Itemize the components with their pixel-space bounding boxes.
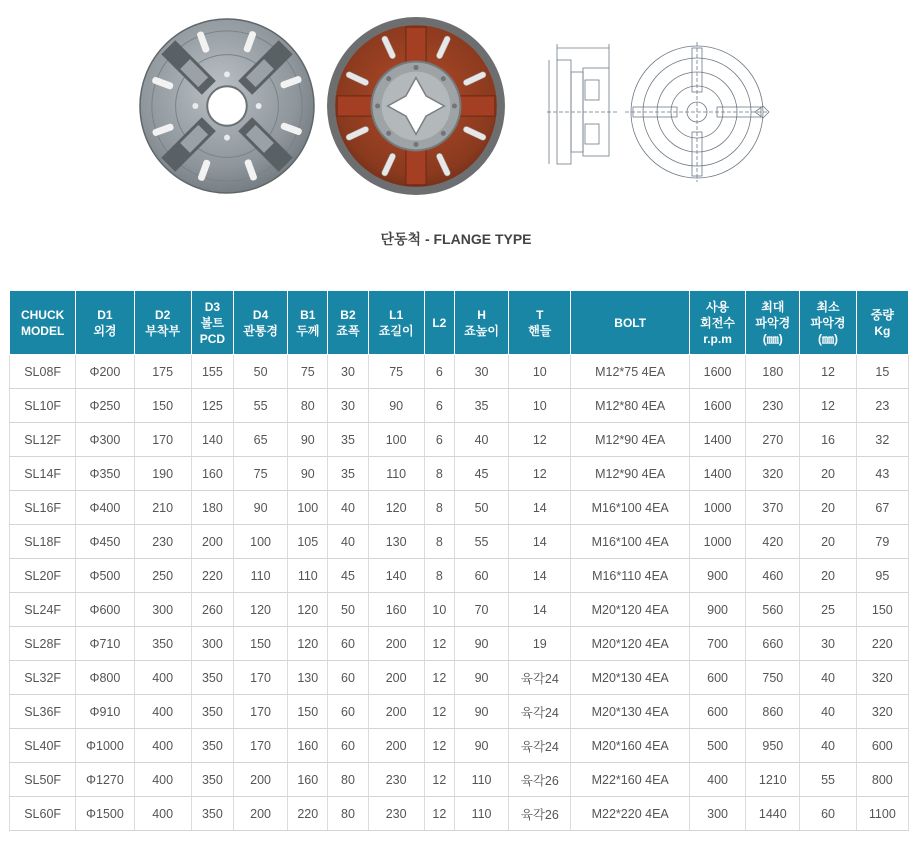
table-cell: 350 bbox=[191, 763, 233, 797]
chuck-front-photo bbox=[138, 17, 316, 195]
column-header-line: 외경 bbox=[93, 323, 117, 338]
chuck-back-photo bbox=[325, 15, 507, 197]
table-cell: 400 bbox=[134, 797, 191, 831]
table-cell: 750 bbox=[746, 661, 800, 695]
column-header bbox=[233, 291, 287, 355]
table-cell: 100 bbox=[288, 491, 328, 525]
table-cell: 170 bbox=[233, 729, 287, 763]
table-cell: 90 bbox=[288, 423, 328, 457]
table-cell: 60 bbox=[328, 729, 368, 763]
column-header-line: 최대 bbox=[761, 299, 785, 314]
table-cell: 350 bbox=[191, 695, 233, 729]
table-cell: 120 bbox=[368, 491, 424, 525]
table-cell: 600 bbox=[856, 729, 908, 763]
table-cell: 1440 bbox=[746, 797, 800, 831]
table-cell: 75 bbox=[233, 457, 287, 491]
table-cell: 660 bbox=[746, 627, 800, 661]
table-cell: 105 bbox=[288, 525, 328, 559]
table-cell: 12 bbox=[424, 695, 454, 729]
table-cell: 20 bbox=[800, 559, 856, 593]
table-cell: 6 bbox=[424, 389, 454, 423]
table-cell: 55 bbox=[233, 389, 287, 423]
table-cell: 35 bbox=[454, 389, 508, 423]
table-cell: 육각26 bbox=[509, 797, 571, 831]
model-cell: SL12F bbox=[10, 423, 76, 457]
table-row bbox=[10, 593, 909, 627]
table-cell: 12 bbox=[800, 355, 856, 389]
column-header-line: B1 bbox=[300, 307, 316, 322]
model-cell: SL14F bbox=[10, 457, 76, 491]
column-header bbox=[288, 291, 328, 355]
column-header bbox=[191, 291, 233, 355]
table-cell: 120 bbox=[288, 627, 328, 661]
column-header-line: 죠높이 bbox=[464, 323, 499, 338]
chuck-spec-table bbox=[9, 290, 909, 831]
table-cell: M20*120 4EA bbox=[571, 627, 690, 661]
table-cell: 150 bbox=[134, 389, 191, 423]
table-cell: Φ1000 bbox=[76, 729, 134, 763]
table-cell: 8 bbox=[424, 491, 454, 525]
chuck-technical-drawing bbox=[545, 38, 775, 183]
table-cell: 125 bbox=[191, 389, 233, 423]
table-cell: 100 bbox=[233, 525, 287, 559]
table-row bbox=[10, 389, 909, 423]
table-cell: 10 bbox=[509, 355, 571, 389]
table-cell: 95 bbox=[856, 559, 908, 593]
table-cell: 560 bbox=[746, 593, 800, 627]
table-cell: 860 bbox=[746, 695, 800, 729]
model-cell: SL40F bbox=[10, 729, 76, 763]
table-cell: Φ350 bbox=[76, 457, 134, 491]
column-header-line: MODEL bbox=[20, 323, 65, 338]
table-cell: 400 bbox=[134, 695, 191, 729]
model-cell: SL28F bbox=[10, 627, 76, 661]
table-cell: 220 bbox=[191, 559, 233, 593]
column-header bbox=[689, 291, 745, 355]
table-cell: 20 bbox=[800, 457, 856, 491]
table-cell: 200 bbox=[368, 695, 424, 729]
table-cell: M22*160 4EA bbox=[571, 763, 690, 797]
table-cell: 45 bbox=[328, 559, 368, 593]
table-cell: 200 bbox=[233, 797, 287, 831]
column-header bbox=[424, 291, 454, 355]
column-header-line: D3 bbox=[204, 299, 221, 314]
table-cell: 12 bbox=[509, 457, 571, 491]
table-row bbox=[10, 695, 909, 729]
table-cell: 230 bbox=[368, 797, 424, 831]
table-row bbox=[10, 559, 909, 593]
table-cell: 200 bbox=[368, 627, 424, 661]
table-cell: 600 bbox=[689, 661, 745, 695]
table-cell: 40 bbox=[328, 525, 368, 559]
column-header bbox=[454, 291, 508, 355]
table-cell: 14 bbox=[509, 593, 571, 627]
column-header bbox=[571, 291, 690, 355]
table-cell: 65 bbox=[233, 423, 287, 457]
column-header-line: T bbox=[536, 307, 544, 322]
model-cell: SL20F bbox=[10, 559, 76, 593]
model-cell: SL60F bbox=[10, 797, 76, 831]
table-cell: Φ200 bbox=[76, 355, 134, 389]
table-cell: M20*160 4EA bbox=[571, 729, 690, 763]
table-row bbox=[10, 423, 909, 457]
table-cell: 60 bbox=[328, 627, 368, 661]
table-cell: 75 bbox=[288, 355, 328, 389]
table-cell: 12 bbox=[424, 627, 454, 661]
table-cell: 40 bbox=[800, 661, 856, 695]
column-header-line: H bbox=[477, 307, 486, 322]
column-header-line: 죠길이 bbox=[378, 323, 414, 338]
table-cell: 90 bbox=[368, 389, 424, 423]
table-cell: 270 bbox=[746, 423, 800, 457]
table-cell: 150 bbox=[233, 627, 287, 661]
table-cell: 40 bbox=[328, 491, 368, 525]
table-cell: 19 bbox=[509, 627, 571, 661]
table-cell: 190 bbox=[134, 457, 191, 491]
table-cell: 120 bbox=[233, 593, 287, 627]
table-cell: 15 bbox=[856, 355, 908, 389]
model-cell: SL18F bbox=[10, 525, 76, 559]
table-cell: 230 bbox=[134, 525, 191, 559]
product-images bbox=[0, 0, 912, 215]
table-cell: 50 bbox=[233, 355, 287, 389]
table-cell: 100 bbox=[368, 423, 424, 457]
table-cell: 35 bbox=[328, 423, 368, 457]
table-cell: 900 bbox=[689, 593, 745, 627]
table-cell: 육각24 bbox=[509, 661, 571, 695]
model-cell: SL24F bbox=[10, 593, 76, 627]
column-header-line: D1 bbox=[97, 307, 113, 322]
table-cell: 180 bbox=[746, 355, 800, 389]
column-header bbox=[509, 291, 571, 355]
model-cell: SL10F bbox=[10, 389, 76, 423]
column-header bbox=[76, 291, 134, 355]
column-header bbox=[746, 291, 800, 355]
table-cell: 1400 bbox=[689, 423, 745, 457]
column-header-line: CHUCK bbox=[20, 307, 65, 322]
table-cell: M20*120 4EA bbox=[571, 593, 690, 627]
table-cell: 200 bbox=[191, 525, 233, 559]
table-cell: 800 bbox=[856, 763, 908, 797]
column-header-line: (㎜) bbox=[762, 331, 783, 346]
table-cell: 230 bbox=[746, 389, 800, 423]
table-cell: 110 bbox=[233, 559, 287, 593]
table-cell: 155 bbox=[191, 355, 233, 389]
table-cell: 140 bbox=[191, 423, 233, 457]
table-cell: 900 bbox=[689, 559, 745, 593]
table-cell: 170 bbox=[233, 695, 287, 729]
table-cell: 130 bbox=[288, 661, 328, 695]
table-row bbox=[10, 355, 909, 389]
table-cell: 90 bbox=[454, 695, 508, 729]
table-cell: 60 bbox=[454, 559, 508, 593]
table-cell: 32 bbox=[856, 423, 908, 457]
table-cell: 200 bbox=[368, 729, 424, 763]
table-cell: 50 bbox=[454, 491, 508, 525]
table-cell: 320 bbox=[856, 661, 908, 695]
table-cell: 350 bbox=[191, 729, 233, 763]
table-cell: 370 bbox=[746, 491, 800, 525]
table-cell: 90 bbox=[454, 661, 508, 695]
model-cell: SL32F bbox=[10, 661, 76, 695]
table-cell: 23 bbox=[856, 389, 908, 423]
table-cell: 160 bbox=[288, 763, 328, 797]
table-cell: 160 bbox=[191, 457, 233, 491]
table-cell: 30 bbox=[454, 355, 508, 389]
table-cell: 20 bbox=[800, 491, 856, 525]
table-cell: 14 bbox=[509, 559, 571, 593]
table-row bbox=[10, 491, 909, 525]
table-cell: M20*130 4EA bbox=[571, 695, 690, 729]
table-cell: M12*75 4EA bbox=[571, 355, 690, 389]
table-cell: 30 bbox=[328, 355, 368, 389]
table-cell: 55 bbox=[454, 525, 508, 559]
column-header-line: L1 bbox=[389, 307, 404, 322]
table-cell: 220 bbox=[288, 797, 328, 831]
table-cell: 60 bbox=[800, 797, 856, 831]
table-cell: 12 bbox=[800, 389, 856, 423]
table-cell: 40 bbox=[800, 695, 856, 729]
table-cell: 80 bbox=[288, 389, 328, 423]
table-cell: 350 bbox=[191, 797, 233, 831]
column-header-line: 중량 bbox=[870, 307, 894, 322]
column-header-line: r.p.m bbox=[703, 331, 732, 346]
column-header-line: L2 bbox=[432, 315, 447, 330]
table-cell: 75 bbox=[368, 355, 424, 389]
table-cell: 1400 bbox=[689, 457, 745, 491]
header-row bbox=[10, 291, 909, 355]
table-cell: Φ1270 bbox=[76, 763, 134, 797]
table-row bbox=[10, 627, 909, 661]
table-cell: 80 bbox=[328, 797, 368, 831]
table-row bbox=[10, 763, 909, 797]
table-cell: 260 bbox=[191, 593, 233, 627]
table-cell: M20*130 4EA bbox=[571, 661, 690, 695]
table-cell: 12 bbox=[424, 797, 454, 831]
table-cell: Φ400 bbox=[76, 491, 134, 525]
table-cell: 700 bbox=[689, 627, 745, 661]
column-header-line: 최소 bbox=[816, 299, 840, 314]
column-header bbox=[10, 291, 76, 355]
table-cell: Φ250 bbox=[76, 389, 134, 423]
table-row bbox=[10, 457, 909, 491]
table-cell: 110 bbox=[368, 457, 424, 491]
table-cell: 300 bbox=[134, 593, 191, 627]
table-cell: 30 bbox=[328, 389, 368, 423]
table-cell: Φ450 bbox=[76, 525, 134, 559]
table-cell: M16*110 4EA bbox=[571, 559, 690, 593]
table-row bbox=[10, 729, 909, 763]
table-cell: 140 bbox=[368, 559, 424, 593]
column-header-line: 죠폭 bbox=[336, 323, 360, 338]
table-cell: 12 bbox=[424, 661, 454, 695]
table-cell: M12*90 4EA bbox=[571, 457, 690, 491]
column-header bbox=[800, 291, 856, 355]
table-cell: 600 bbox=[689, 695, 745, 729]
column-header-line: 회전수 bbox=[700, 315, 735, 330]
table-row bbox=[10, 525, 909, 559]
table-cell: 25 bbox=[800, 593, 856, 627]
table-cell: 210 bbox=[134, 491, 191, 525]
table-cell: 160 bbox=[288, 729, 328, 763]
column-header-line: 관통경 bbox=[243, 323, 278, 338]
table-cell: Φ910 bbox=[76, 695, 134, 729]
table-cell: 90 bbox=[233, 491, 287, 525]
column-header bbox=[368, 291, 424, 355]
table-cell: 950 bbox=[746, 729, 800, 763]
table-cell: 45 bbox=[454, 457, 508, 491]
table-cell: 350 bbox=[134, 627, 191, 661]
column-header-line: PCD bbox=[199, 331, 226, 346]
table-cell: M16*100 4EA bbox=[571, 491, 690, 525]
table-cell: 10 bbox=[424, 593, 454, 627]
model-cell: SL16F bbox=[10, 491, 76, 525]
table-cell: 8 bbox=[424, 525, 454, 559]
table-cell: 320 bbox=[746, 457, 800, 491]
column-header-line: D2 bbox=[154, 307, 171, 322]
table-cell: Φ500 bbox=[76, 559, 134, 593]
column-header-line: 파악경 bbox=[755, 315, 791, 330]
column-header bbox=[856, 291, 908, 355]
column-header-line: 볼트 bbox=[200, 315, 224, 330]
table-cell: 1600 bbox=[689, 389, 745, 423]
table-cell: 150 bbox=[288, 695, 328, 729]
table-cell: 400 bbox=[134, 661, 191, 695]
table-cell: 육각24 bbox=[509, 729, 571, 763]
table-cell: 50 bbox=[328, 593, 368, 627]
table-cell: 350 bbox=[191, 661, 233, 695]
table-cell: 16 bbox=[800, 423, 856, 457]
table-cell: M22*220 4EA bbox=[571, 797, 690, 831]
table-cell: M12*80 4EA bbox=[571, 389, 690, 423]
table-cell: 175 bbox=[134, 355, 191, 389]
column-header-line: Kg bbox=[874, 323, 891, 338]
table-cell: 110 bbox=[454, 763, 508, 797]
table-cell: 20 bbox=[800, 525, 856, 559]
table-cell: 1210 bbox=[746, 763, 800, 797]
table-cell: 300 bbox=[191, 627, 233, 661]
table-cell: 6 bbox=[424, 423, 454, 457]
table-cell: 250 bbox=[134, 559, 191, 593]
table-row bbox=[10, 797, 909, 831]
table-cell: 1000 bbox=[689, 525, 745, 559]
table-cell: 80 bbox=[328, 763, 368, 797]
table-cell: 160 bbox=[368, 593, 424, 627]
table-cell: 400 bbox=[134, 729, 191, 763]
table-cell: 14 bbox=[509, 525, 571, 559]
table-cell: 60 bbox=[328, 695, 368, 729]
table-cell: 120 bbox=[288, 593, 328, 627]
table-cell: 460 bbox=[746, 559, 800, 593]
table-body bbox=[10, 355, 909, 831]
table-cell: 200 bbox=[368, 661, 424, 695]
column-header-line: B2 bbox=[340, 307, 356, 322]
table-cell: 200 bbox=[233, 763, 287, 797]
column-header bbox=[134, 291, 191, 355]
table-cell: 400 bbox=[689, 763, 745, 797]
column-header-line: 두께 bbox=[296, 323, 320, 338]
table-cell: 170 bbox=[134, 423, 191, 457]
table-cell: 79 bbox=[856, 525, 908, 559]
figure-caption: 단동척 - FLANGE TYPE bbox=[380, 231, 532, 247]
table-cell: Φ600 bbox=[76, 593, 134, 627]
table-cell: 170 bbox=[233, 661, 287, 695]
table-cell: 40 bbox=[800, 729, 856, 763]
column-header-line: 핸들 bbox=[528, 323, 552, 338]
table-cell: Φ800 bbox=[76, 661, 134, 695]
column-header-line: 부착부 bbox=[145, 323, 181, 338]
model-cell: SL36F bbox=[10, 695, 76, 729]
table-cell: M12*90 4EA bbox=[571, 423, 690, 457]
table-cell: 220 bbox=[856, 627, 908, 661]
column-header bbox=[328, 291, 368, 355]
table-cell: 12 bbox=[424, 729, 454, 763]
table-cell: 43 bbox=[856, 457, 908, 491]
table-cell: 1000 bbox=[689, 491, 745, 525]
table-cell: 300 bbox=[689, 797, 745, 831]
table-cell: 12 bbox=[424, 763, 454, 797]
table-cell: 12 bbox=[509, 423, 571, 457]
table-cell: Φ710 bbox=[76, 627, 134, 661]
table-cell: 500 bbox=[689, 729, 745, 763]
table-cell: 30 bbox=[800, 627, 856, 661]
table-cell: 60 bbox=[328, 661, 368, 695]
table-cell: 1100 bbox=[856, 797, 908, 831]
table-cell: 130 bbox=[368, 525, 424, 559]
column-header-line: 파악경 bbox=[810, 315, 846, 330]
table-row bbox=[10, 661, 909, 695]
table-cell: Φ300 bbox=[76, 423, 134, 457]
table-cell: M16*100 4EA bbox=[571, 525, 690, 559]
table-cell: 14 bbox=[509, 491, 571, 525]
table-cell: 150 bbox=[856, 593, 908, 627]
column-header-line: (㎜) bbox=[818, 331, 839, 346]
table-cell: 1600 bbox=[689, 355, 745, 389]
table-cell: 180 bbox=[191, 491, 233, 525]
column-header-line: D4 bbox=[252, 307, 269, 322]
table-cell: 230 bbox=[368, 763, 424, 797]
model-cell: SL08F bbox=[10, 355, 76, 389]
table-header bbox=[10, 291, 909, 355]
model-cell: SL50F bbox=[10, 763, 76, 797]
table-cell: 35 bbox=[328, 457, 368, 491]
table-cell: 10 bbox=[509, 389, 571, 423]
table-cell: 90 bbox=[288, 457, 328, 491]
table-cell: 67 bbox=[856, 491, 908, 525]
table-cell: 420 bbox=[746, 525, 800, 559]
table-cell: 40 bbox=[454, 423, 508, 457]
table-cell: 8 bbox=[424, 457, 454, 491]
table-cell: 8 bbox=[424, 559, 454, 593]
table-cell: 110 bbox=[288, 559, 328, 593]
table-cell: 육각24 bbox=[509, 695, 571, 729]
table-cell: Φ1500 bbox=[76, 797, 134, 831]
column-header-line: BOLT bbox=[614, 315, 647, 330]
table-cell: 90 bbox=[454, 729, 508, 763]
table-cell: 400 bbox=[134, 763, 191, 797]
table-cell: 70 bbox=[454, 593, 508, 627]
table-cell: 90 bbox=[454, 627, 508, 661]
table-cell: 320 bbox=[856, 695, 908, 729]
table-cell: 55 bbox=[800, 763, 856, 797]
table-cell: 6 bbox=[424, 355, 454, 389]
table-cell: 육각26 bbox=[509, 763, 571, 797]
table-cell: 110 bbox=[454, 797, 508, 831]
column-header-line: 사용 bbox=[705, 299, 730, 314]
